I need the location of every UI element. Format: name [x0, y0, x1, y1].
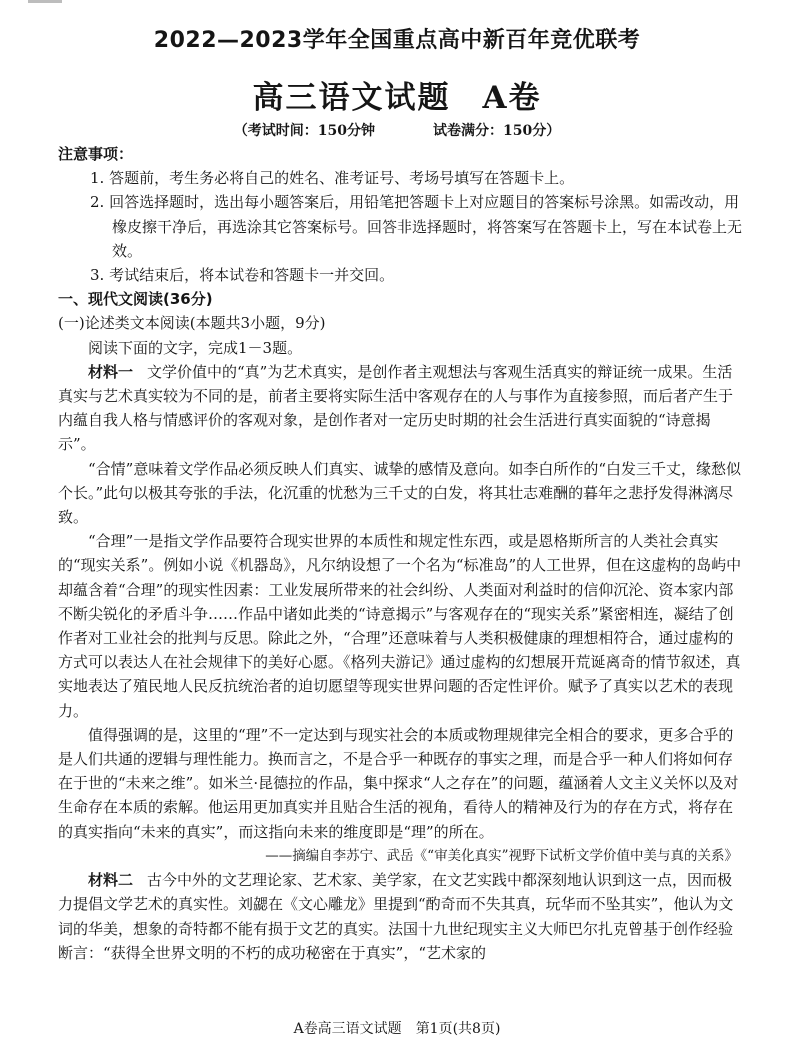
material1-paragraph: “合情”意味着文学作品必须反映人们真实、诚挚的感情及意向。如李白所作的“白发三千丈，缘愁似个长。”此句以极其夸张的手法，化沉重的忧愁为三千丈的白发，将其壮志难酬的暮年之悲抒发得淋漓尽致。	[58, 459, 742, 527]
scan-mark	[28, 0, 62, 3]
exam-name: 2022—2023学年全国重点高中新百年竞优联考	[153, 28, 641, 53]
volume-label: A卷	[482, 80, 542, 116]
material1-text: 文学价值中的“真”为艺术真实，是创作者主观想法与客观生活真实的辩证统一成果。生活真实与艺术真实较为不同的是，前者主要将实际生活中客观存在的人与事作为直接参照，而后者产生于内蕴自我人格与情感评价的客观对象，是创作者对一定历史时期的社会生活进行真实面貌的“诗意揭示”。	[58, 362, 734, 454]
page-content	[58, 142, 742, 965]
page-number: 第1页(共8页)	[415, 1021, 501, 1037]
footer-title: A卷高三语文试题	[293, 1021, 402, 1037]
notice-heading: 注意事项：	[58, 145, 134, 163]
notice-item: 1. 答题前，考生务必将自己的姓名、准考证号、考场号填写在答题卡上。	[90, 169, 575, 188]
exam-info	[0, 120, 794, 140]
material2-label: 材料二	[88, 871, 134, 890]
notice-item: 3. 考试结束后，将本试卷和答题卡一并交回。	[90, 266, 395, 285]
material1-citation: ——摘编自李苏宁、武岳《“审美化真实”视野下试析文学价值中美与真的关系》	[265, 847, 738, 864]
paper-title	[0, 72, 794, 117]
section-heading: 一、现代文阅读(36分)	[58, 290, 213, 309]
page-footer	[0, 1018, 794, 1038]
reading-instruction: 阅读下面的文字，完成1－3题。	[88, 338, 303, 357]
material1-paragraph	[58, 360, 742, 457]
notice-item: 2. 回答选择题时，选出每小题答案后，用铅笔把答题卡上对应题目的答案标号涂黑。如需改动，用橡皮擦干净后，再选涂其它答案标号。回答非选择题时，将答案写在答题卡上，写在本试卷上无效。	[90, 193, 743, 260]
score-info: 试卷满分：150分）	[433, 123, 561, 139]
material2-text: 古今中外的文艺理论家、艺术家、美学家，在文艺实践中都深刻地认识到这一点，因而极力提倡文学艺术的真实性。刘勰在《文心雕龙》里提到“酌奇而不失其真，玩华而不坠其实”，他认为文词的华美，想象的奇特都不能有损于文艺的真实。法国十九世纪现实主义大师巴尔扎克曾基于创作经验断言：“获得全世界文明的不朽的成功秘密在于真实”，“艺术家的	[58, 871, 734, 962]
material2-paragraph	[58, 868, 742, 965]
material1-paragraph: “合理”一是指文学作品要符合现实世界的本质性和规定性东西，或是恩格斯所言的人类社会真实的“现实关系”。例如小说《机器岛》，凡尔纳设想了一个名为“标准岛”的人工世界，但在这虚构的岛屿中却蕴含着“合理”的现实性因素：工业发展所带来的社会纠纷、人类面对利益时的信仰沉沦、资本家内部不断尖锐化的矛盾斗争……作品中诸如此类的“诗意揭示”与客观存在的“现实关系”紧密相连，凝结了创作者对工业社会的批判与反思。除此之外，“合理”还意味着与人类积极健康的理想相符合，通过虚构的方式可以表达人在社会规律下的美好心愿。《格列夫游记》通过虚构的幻想展开荒诞离奇的情节叙述，真实地表达了殖民地人民反抗统治者的迫切愿望等现实世界问题的否定性评价。赋予了真实以艺术的表现力。	[58, 532, 742, 720]
material1-paragraph: 值得强调的是，这里的“理”不一定达到与现实社会的本质或物理规律完全相合的要求，更多合乎的是人们共通的逻辑与理性能力。换而言之，不是合乎一种既存的事实之理，而是合乎一种人们将如何存在于世的“未来之维”。如米兰·昆德拉的作品，集中探求“人之存在”的问题，蕴涵着人文主义关怀以及对生命存在本质的索解。他运用更加真实并且贴合生活的视角，看待人的精神及行为的存在方式，将存在的真实指向“未来的真实”，而这指向未来的维度即是“理”的所在。	[58, 725, 739, 841]
paper-title-text: 高三语文试题	[252, 80, 451, 116]
subsection-heading: (一)论述类文本阅读(本题共3小题，9分)	[58, 314, 326, 333]
time-info: （考试时间：150分钟	[233, 123, 375, 139]
material1-label: 材料一	[88, 362, 134, 381]
